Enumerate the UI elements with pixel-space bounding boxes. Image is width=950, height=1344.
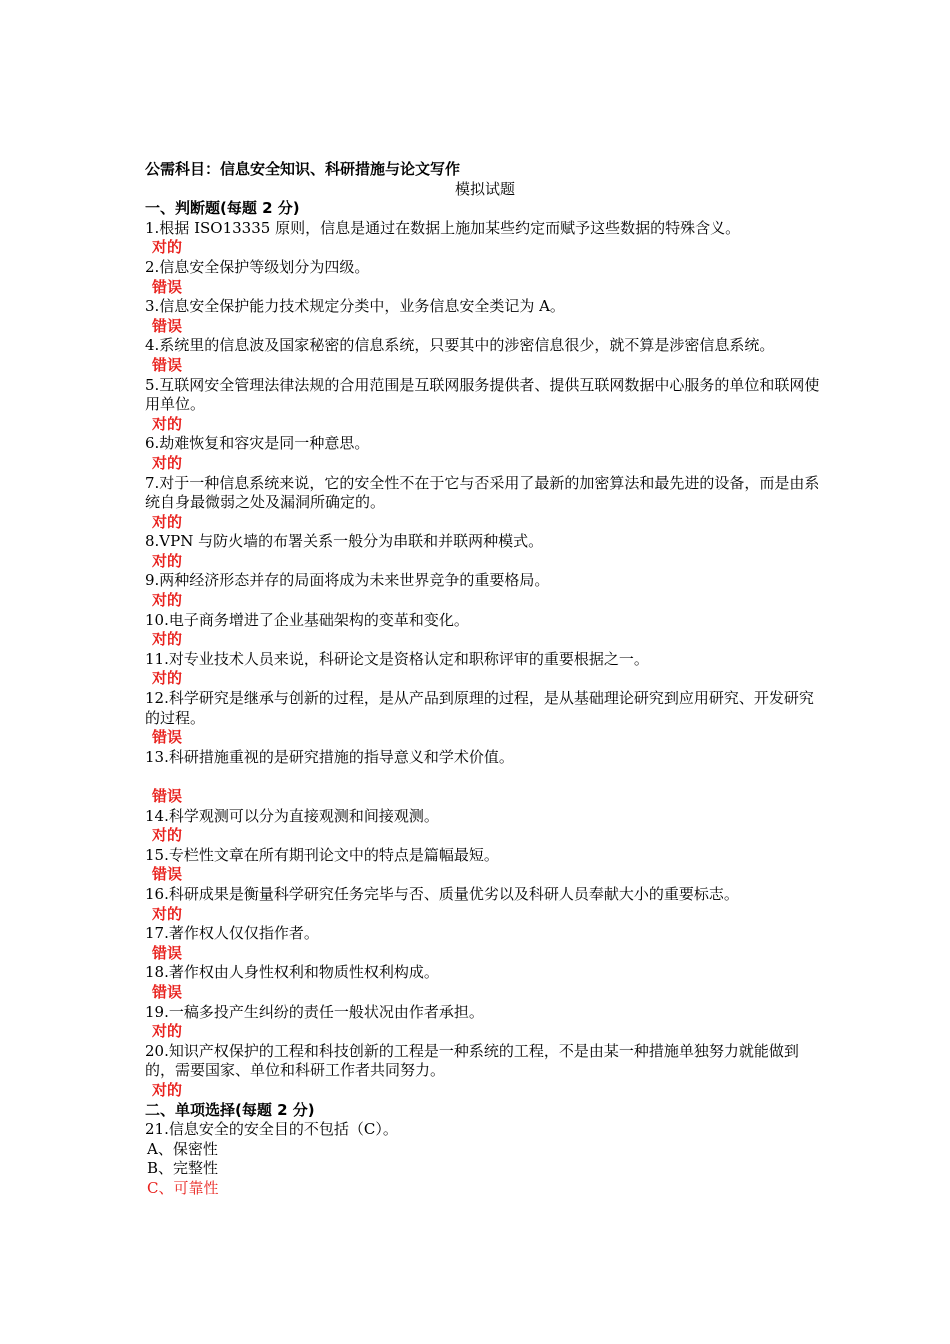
question-text: 5.互联网安全管理法律法规的合用范围是互联网服务提供者、提供互联网数据中心服务的单位和联网使用单位。 xyxy=(145,375,820,414)
answer-label: 错误 xyxy=(152,982,183,1001)
section-heading-true-false: 一、判断题(每题 2 分) xyxy=(145,199,300,218)
true-false-question-list xyxy=(145,219,825,1101)
answer-label: 对的 xyxy=(152,826,183,845)
question-text: 18.著作权由人身性权利和物质性权利构成。 xyxy=(145,963,439,982)
answer-label: 错误 xyxy=(152,943,183,962)
answer-label: 错误 xyxy=(152,355,183,374)
answer-label: 对的 xyxy=(152,591,183,610)
question-text: 8.VPN 与防火墙的布署关系一般分为串联和并联两种模式。 xyxy=(145,532,544,551)
question-text: 6.劫难恢复和容灾是同一种意思。 xyxy=(145,434,370,453)
answer-label: 对的 xyxy=(152,904,183,923)
answer-label: 对的 xyxy=(152,630,183,649)
question-text: 9.两种经济形态并存的局面将成为未来世界竞争的重要格局。 xyxy=(145,571,550,590)
question-text: 15.专栏性文章在所有期刊论文中的特点是篇幅最短。 xyxy=(145,845,499,864)
question-text: 14.科学观测可以分为直接观测和间接观测。 xyxy=(145,806,439,825)
answer-label: 对的 xyxy=(152,512,183,531)
question-text: 20.知识产权保护的工程和科技创新的工程是一种系统的工程，不是由某一种措施单独努力就能做到的，需要国家、单位和科研工作者共同努力。 xyxy=(145,1041,799,1080)
answer-label: 对的 xyxy=(152,1080,183,1099)
question-text: 16.科研成果是衡量科学研究任务完毕与否、质量优劣以及科研人员奉献大小的重要标志。 xyxy=(145,884,739,903)
answer-label: 对的 xyxy=(152,669,183,688)
document-title: 公需科目：信息安全知识、科研措施与论文写作 xyxy=(145,160,461,178)
question-text: 19.一稿多投产生纠纷的责任一般状况由作者承担。 xyxy=(145,1002,484,1021)
question-text: 2.信息安全保护等级划分为四级。 xyxy=(145,257,370,276)
question-text: 13.科研措施重视的是研究措施的指导意义和学术价值。 xyxy=(145,747,514,766)
question-21: 21.信息安全的安全目的不包括（C）。 xyxy=(145,1120,398,1139)
option-c: C、可靠性 xyxy=(147,1178,219,1197)
answer-label: 错误 xyxy=(152,787,183,805)
question-text: 7.对于一种信息系统来说，它的安全性不在于它与否采用了最新的加密算法和最先进的设备，而是由系统自身最微弱之处及漏洞所确定的。 xyxy=(145,473,820,512)
question-text: 12.科学研究是继承与创新的过程，是从产品到原理的过程，是从基础理论研究到应用研究、开发研究的过程。 xyxy=(145,689,814,727)
answer-label: 对的 xyxy=(152,551,183,570)
question-text: 11.对专业技术人员来说，科研论文是资格认定和职称评审的重要根据之一。 xyxy=(145,649,649,668)
answer-label: 错误 xyxy=(152,277,183,296)
document-content xyxy=(145,160,825,1198)
answer-label: 错误 xyxy=(152,865,183,884)
answer-label: 错误 xyxy=(152,316,183,335)
answer-label: 对的 xyxy=(152,1022,183,1041)
question-text: 1.根据 ISO13335 原则，信息是通过在数据上施加某些约定而赋予这些数据的特殊含义。 xyxy=(145,218,741,237)
section-heading-single-choice: 二、单项选择(每题 2 分) xyxy=(145,1100,315,1119)
blank-line xyxy=(145,767,825,787)
answer-label: 对的 xyxy=(152,238,183,257)
question-text: 10.电子商务增进了企业基础架构的变革和变化。 xyxy=(145,610,469,629)
answer-label: 对的 xyxy=(152,453,183,472)
answer-label: 对的 xyxy=(152,414,183,433)
question-text: 3.信息安全保护能力技术规定分类中，业务信息安全类记为 A。 xyxy=(145,297,565,316)
answer-label: 错误 xyxy=(152,728,183,747)
option-b: B、完整性 xyxy=(147,1159,219,1178)
question-text: 17.著作权人仅仅指作者。 xyxy=(145,924,319,943)
question-21-options xyxy=(145,1140,825,1199)
question-text: 4.系统里的信息波及国家秘密的信息系统，只要其中的涉密信息很少，就不算是涉密信息系统。 xyxy=(145,336,775,355)
document-subtitle: 模拟试题 xyxy=(454,179,515,198)
option-a: A、保密性 xyxy=(147,1139,218,1158)
